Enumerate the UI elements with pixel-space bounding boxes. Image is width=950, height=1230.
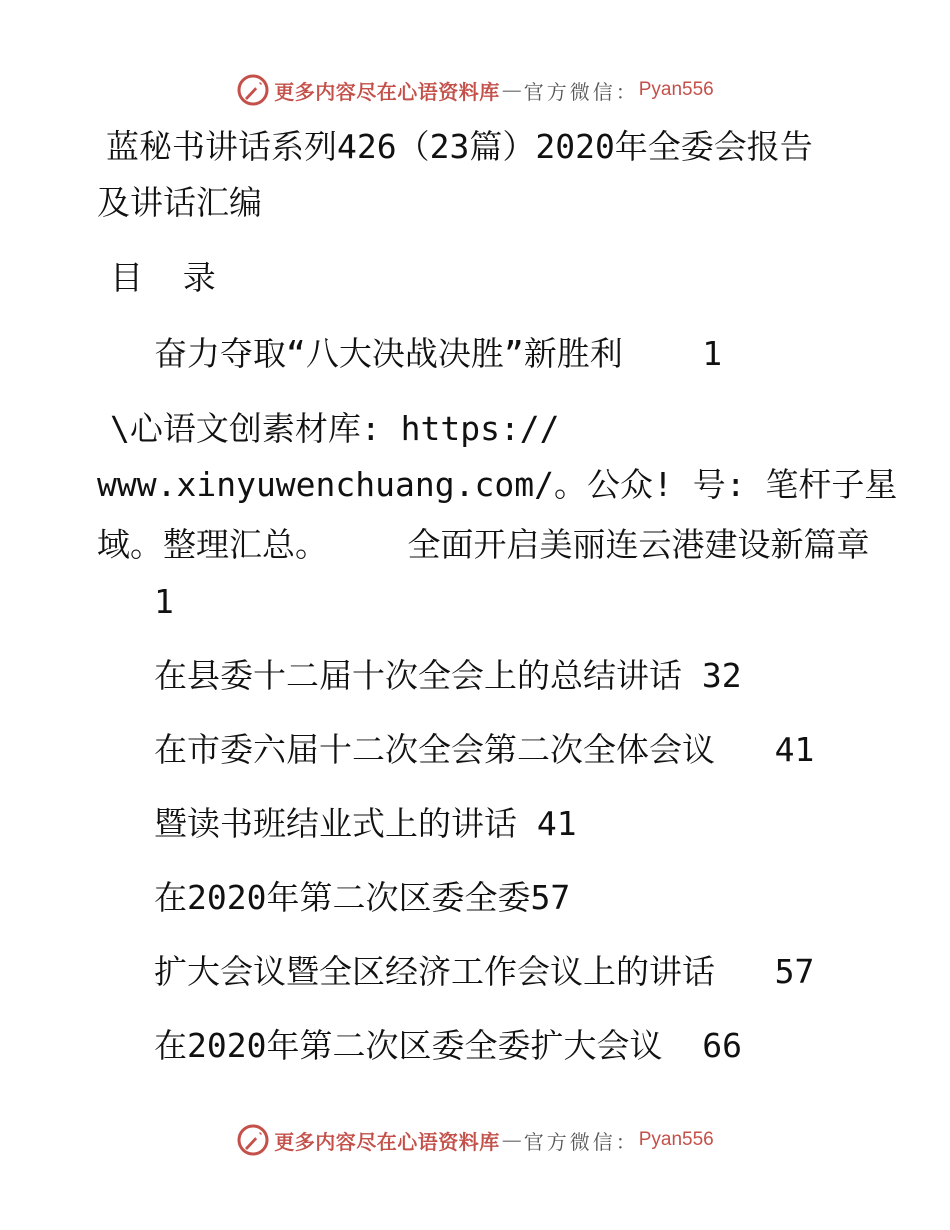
toc-entry: 在2020年第二次区委全委扩大会议 66 [154,1026,742,1065]
toc-text-line: www.xinyuwenchuang.com/。公众! 号: 笔杆子星 [97,465,898,504]
quill-logo-icon [236,73,270,107]
toc-entry: 暨读书班结业式上的讲话 41 [154,804,577,843]
footer-banner [0,1120,950,1160]
banner-wechat-handle: Pyan556 [638,79,714,100]
toc-entry: 奋力夺取“八大决战决胜”新胜利 1 [154,334,723,373]
banner-wechat-handle: Pyan556 [638,1129,714,1150]
document-title-line-1: 蓝秘书讲话系列426（23篇）2020年全委会报告 [106,127,813,166]
banner-main-text: 更多内容尽在心语资料库 [274,79,500,104]
toc-entry: 在市委六届十二次全会第二次全体会议 41 [154,730,815,769]
banner-dash: — [501,78,522,102]
banner-wechat-label: 官方微信： [523,1129,639,1154]
banner-wechat-label: 官方微信： [523,79,639,104]
header-banner [0,70,950,110]
document-title-line-2: 及讲话汇编 [97,183,262,222]
banner-main-text: 更多内容尽在心语资料库 [274,1129,500,1154]
quill-logo-icon [236,1123,270,1157]
toc-entry: 在2020年第二次区委全委57 [154,878,571,917]
toc-entry: 扩大会议暨全区经济工作会议上的讲话 57 [154,952,815,991]
toc-entry: 在县委十二届十次全会上的总结讲话 32 [154,656,742,695]
toc-heading: 目 录 [110,258,216,297]
toc-text-line: \心语文创素材库: https:// [110,409,560,448]
banner-dash: — [501,1128,522,1152]
toc-text-line: 域。整理汇总。 全面开启美丽连云港建设新篇章 [97,525,870,564]
toc-page-number: 1 [154,582,174,621]
